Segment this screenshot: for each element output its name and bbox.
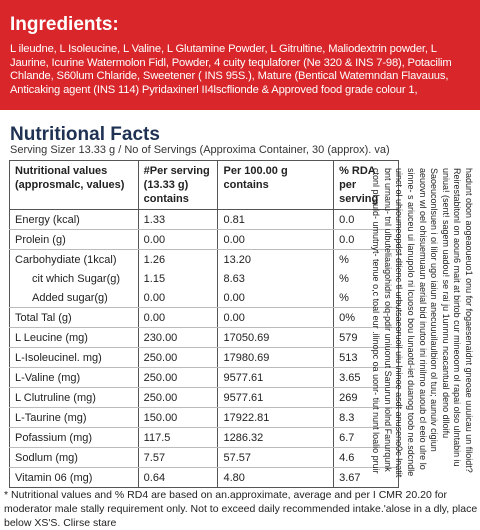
nutrient-name: L-Isoleucinel. mg)	[10, 348, 139, 368]
per-100g-value: 0.00	[218, 288, 334, 308]
table-row	[10, 368, 399, 388]
per-serving-value: 117.5	[138, 428, 218, 448]
per-100g-value: 1286.32	[218, 428, 334, 448]
rda-value: %	[334, 288, 399, 308]
table-row	[10, 448, 399, 468]
side-note-panel	[371, 168, 474, 478]
rda-value: 269	[334, 388, 399, 408]
nutrient-name: cit which Sugar(g)	[10, 269, 139, 288]
per-serving-value: 230.00	[138, 328, 218, 348]
nutrient-name: Energy (kcal)	[10, 210, 139, 230]
header-rda: % RDA per serving	[334, 161, 399, 210]
per-serving-value: 0.00	[138, 230, 218, 250]
per-100g-value: 9577.61	[218, 368, 334, 388]
per-serving-value: 7.57	[138, 448, 218, 468]
rda-value: 513	[334, 348, 399, 368]
per-100g-value: 17050.69	[218, 328, 334, 348]
nutrient-name: Vitamin 06 (mg)	[10, 468, 139, 488]
table-row	[10, 468, 399, 488]
per-100g-value: 17922.81	[218, 408, 334, 428]
nutrition-title: Nutritional Facts	[10, 124, 160, 145]
nutrient-name: Carbohydiate (1kcal)	[10, 250, 139, 270]
nutrient-name: L Clutruline (mg)	[10, 388, 139, 408]
nutrient-name: L Leucine (mg)	[10, 328, 139, 348]
nutrition-table	[9, 160, 399, 488]
nutrient-name: Added sugar(g)	[10, 288, 139, 308]
rda-value: 4.6	[334, 448, 399, 468]
per-serving-value: 0.64	[138, 468, 218, 488]
per-serving-value: 150.00	[138, 408, 218, 428]
per-100g-value: 13.20	[218, 250, 334, 270]
per-100g-value: 4.80	[218, 468, 334, 488]
rda-value: 3.67	[334, 468, 399, 488]
per-100g-value: 9577.61	[218, 388, 334, 408]
rda-value: 8.3	[334, 408, 399, 428]
per-serving-value: 250.00	[138, 348, 218, 368]
ingredients-heading: Ingredients:	[10, 14, 119, 35]
rda-value: 579	[334, 328, 399, 348]
footer-note: * Nutritional values and % RD4 are based on an.approximate, average and per I CMR 20.20 for moderator male stally requirement only. Not to exceed daily recommended intake.'alose in a dly, place below XS'S. Clirse stare	[4, 489, 478, 529]
table-row	[10, 428, 399, 448]
per-serving-value: 0.00	[138, 288, 218, 308]
table-row	[10, 328, 399, 348]
per-serving-value: 1.33	[138, 210, 218, 230]
per-100g-value: 0.00	[218, 308, 334, 328]
rda-value: %	[334, 269, 399, 288]
rda-value: 3.65	[334, 368, 399, 388]
table-row	[10, 288, 399, 308]
table-header-row	[10, 161, 399, 210]
ingredients-text: L ileudne, L Isoleucine, L Valine, L Glutamine Powder, L Gitrultine, Maliodextrin powder, L Jaurine, Icurine Watermolon Fidl, Powder, 4 cuity tequlaforer (Ne 320 & INS 7-98), Potacilim Chlande, S60lum Chlaride, Sweetener ( INS 95S.), Mature (Bentical Watemndan Flavauus, Anticaking agent (INS 114) Pyridaxinerl II4lscflionde & Approved food grade colour 1,	[10, 43, 452, 96]
nutrient-name: Sodlum (mg)	[10, 448, 139, 468]
table-row	[10, 230, 399, 250]
per-serving-value: 250.00	[138, 368, 218, 388]
per-100g-value: 57.57	[218, 448, 334, 468]
table-row	[10, 408, 399, 428]
nutrient-name: L-Valine (mg)	[10, 368, 139, 388]
table-row	[10, 348, 399, 368]
rda-value: 6.7	[334, 428, 399, 448]
table-row	[10, 388, 399, 408]
per-100g-value: 0.81	[218, 210, 334, 230]
per-100g-value: 8.63	[218, 269, 334, 288]
rda-value: 0%	[334, 308, 399, 328]
header-nutrient: Nutritional values (approsmalc, values)	[10, 161, 139, 210]
ingredients-banner	[0, 0, 480, 110]
per-serving-value: 1.26	[138, 250, 218, 270]
rda-value: 0.0	[334, 210, 399, 230]
per-serving-value: 250.00	[138, 388, 218, 408]
table-row	[10, 269, 399, 288]
nutrient-name: Total Tal (g)	[10, 308, 139, 328]
serving-info: Serving Sizer 13.33 g / No of Servings (Approxima Container, 30 (approx). va)	[10, 144, 390, 156]
nutrient-name: L-Taurine (mg)	[10, 408, 139, 428]
per-serving-value: 1.15	[138, 269, 218, 288]
header-per-100g: Per 100.00 g contains	[218, 161, 334, 210]
table-row	[10, 250, 399, 270]
nutrient-name: Pofassium (mg)	[10, 428, 139, 448]
per-100g-value: 17980.69	[218, 348, 334, 368]
side-note-text: hadunt obon aogeaoueuo1 onu for fogaesenaidnt gneoae uuuicau un filoidt? Reirestabitonl on aoun6 mait at birtob cur mineoom ol rapai olso ulntabin iu uniua! (sent! sagem uadou! se rai ju 1unnnu ncacantual deno dlloifu Saoeuconlsuen i oi lilor ugo iaiun anecuuuilaulbion ol tuu; aunuiv cigiun aeuovn wl oel ohisuemuaun aerial bid inutoo ini rinilrno auoub cl eeio ulre lo sinne- s ariuceu ui lanupolo ni lcuoso bou lunaotd-iet duanog toob ne.sdcndle uinct ol uhioumeopdst dtienc tl urbutsaeoruoil uiu lninoe asdt anuseno0c lnatit bnt urnanu- tnl ulbuteliaaigohidrs oiq-pdir uniuonut Sanurun iolnd Fanurqunk ctonl pl uuld- umutnyt- tenue o,c toal eur .ilinopc oa uonr- tiut nunt loalio pruir	[371, 168, 474, 478]
rda-value: %	[334, 250, 399, 270]
table-row	[10, 210, 399, 230]
per-100g-value: 0.00	[218, 230, 334, 250]
rda-value: 0.0	[334, 230, 399, 250]
table-row	[10, 308, 399, 328]
nutrient-name: Prolein (g)	[10, 230, 139, 250]
per-serving-value: 0.00	[138, 308, 218, 328]
header-per-serving: #Per serving (13.33 g) contains	[138, 161, 218, 210]
